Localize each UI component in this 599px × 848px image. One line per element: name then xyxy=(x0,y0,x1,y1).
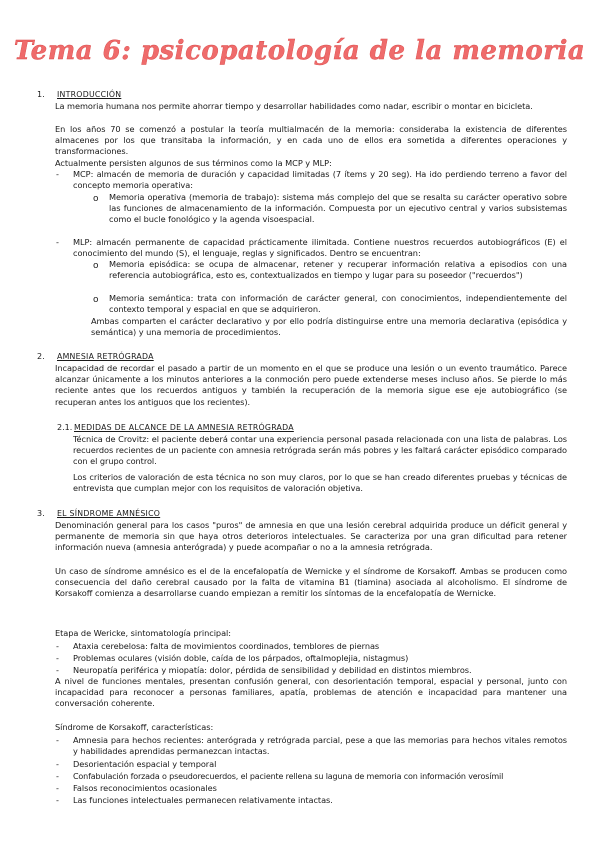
section-2-paragraph: Incapacidad de recordar el pasado a partir de un momento en el que se produce una lesión o un evento traumático. Parece alcanzar únicamente a los minutos anteriores a la conmoción pero puede extenderse meses incluso años. Se pierde lo más reciente antes que los recuerdos antiguos y también la recuperación de la memoria sigue ese eje autobiográfico (se recuperan antes los antiguos que los recientes). xyxy=(55,363,567,407)
bullet-dash-icon: - xyxy=(56,653,59,663)
bullet-dash-icon: - xyxy=(56,771,59,781)
bullet-dash-icon: - xyxy=(56,641,59,651)
section-1-heading: INTRODUCCIÓN xyxy=(57,90,122,99)
section-3-heading: EL SÍNDROME AMNÉSICO xyxy=(57,509,161,518)
korsakoff-item-2: Desorientación espacial y temporal xyxy=(73,759,217,769)
bullet-circle-icon: o xyxy=(93,295,99,305)
mlp-sub-item-2: Memoria semántica: trata con información de carácter general, con conocimientos, independientemente del contexto temporal y espacial en que se adquirieron. xyxy=(109,293,567,315)
bullet-dash-icon: - xyxy=(56,759,59,769)
wernicke-item-2: Problemas oculares (visión doble, caída de los párpados, oftalmoplejia, nistagmus) xyxy=(73,653,409,663)
section-3-paragraph-2: Un caso de síndrome amnésico es el de la encefalopatía de Wernicke y el síndrome de Korsakoff. Ambas se producen como consecuencia del daño cerebral causado por la falta de vitamina B1 (tiamina) asociada al alcoholismo. El síndrome de Korsakoff comienza a desarrollarse cuando empiezan a remitir los síntomas de la encefalopatía de Wernicke. xyxy=(55,566,567,599)
bullet-dash-icon: - xyxy=(56,237,59,247)
subsection-2-1-heading: MEDIDAS DE ALCANCE DE LA AMNESIA RETRÓGRADA xyxy=(74,423,294,432)
bullet-dash-icon: - xyxy=(56,169,59,179)
wernicke-intro: Etapa de Wericke, sintomatología principal: xyxy=(55,628,231,638)
bullet-circle-icon: o xyxy=(93,261,99,271)
mental-functions-paragraph: A nivel de funciones mentales, presentan confusión general, con desorientación temporal, espacial y personal, junto con incapacidad para reconocer a personas familiares, apatía, problemas de atención e incapacidad para mantener una conversación coherente. xyxy=(55,676,567,709)
section-3-number: 3. xyxy=(37,509,45,518)
bullet-dash-icon: - xyxy=(56,735,59,745)
mlp-closing: Ambas comparten el carácter declarativo y por ello podría distinguirse entre una memoria declarativa (episódica y semántica) y una memoria de procedimientos. xyxy=(91,316,567,338)
wernicke-item-3: Neuropatía periférica y miopatía: dolor, pérdida de sensibilidad y debilidad en distintos miembros. xyxy=(73,665,472,675)
korsakoff-item-1: Amnesia para hechos recientes: anterógrada y retrógrada parcial, pese a que las memorias para hechos vitales remotos y habilidades aprendidas permanezcan intactas. xyxy=(73,735,567,757)
section-2-number: 2. xyxy=(37,352,45,361)
subsection-2-1-number: 2.1. xyxy=(57,423,73,432)
mcp-item: MCP: almacén de memoria de duración y capacidad limitadas (7 ítems y 20 seg). Ha ido perdiendo terreno a favor del concepto memoria operativa: xyxy=(73,169,567,191)
wernicke-item-1: Ataxia cerebelosa: falta de movimientos coordinados, temblores de piernas xyxy=(73,641,380,651)
korsakoff-intro: Síndrome de Korsakoff, características: xyxy=(55,722,214,732)
subsection-2-1-paragraph-2: Los criterios de valoración de esta técnica no son muy claros, por lo que se han creado diferentes pruebas y técnicas de entrevista que cumplan mejor con los requisitos de valoración objetiva. xyxy=(73,472,567,494)
korsakoff-item-4: Falsos reconocimientos ocasionales xyxy=(73,783,217,793)
page-title: Tema 6: psicopatología de la memoria xyxy=(13,36,586,66)
section-1-paragraph-3: Actualmente persisten algunos de sus términos como la MCP y MLP: xyxy=(55,158,332,168)
mcp-sub-item: Memoria operativa (memoria de trabajo): sistema más complejo del que se resalta su carácter operativo sobre las funciones de almacenamiento de la información. Compuesta por un ejecutivo central y varios subsistemas como el bucle fonológico y la agenda visoespacial. xyxy=(109,192,567,225)
section-1-paragraph-1: La memoria humana nos permite ahorrar tiempo y desarrollar habilidades como nadar, escribir o montar en bicicleta. xyxy=(55,101,533,111)
bullet-circle-icon: o xyxy=(93,194,99,204)
bullet-dash-icon: - xyxy=(56,783,59,793)
section-1-number: 1. xyxy=(37,90,45,99)
bullet-dash-icon: - xyxy=(56,795,59,805)
korsakoff-item-5: Las funciones intelectuales permanecen relativamente intactas. xyxy=(73,795,333,805)
section-1-paragraph-2: En los años 70 se comenzó a postular la teoría multialmacén de la memoria: consideraba la existencia de diferentes almacenes por los que transitaba la información, y en cada uno de ellos era sometida a diferentes operaciones y transformaciones. xyxy=(55,124,567,157)
section-2-heading: AMNESIA RETRÓGRADA xyxy=(57,352,154,361)
mlp-item: MLP: almacén permanente de capacidad prácticamente ilimitada. Contiene nuestros recuerdos autobiográficos (E) el conocimiento del mundo (S), el lenguaje, reglas y significados. Dentro se encuentran: xyxy=(73,237,567,259)
mlp-sub-item-1: Memoria episódica: se ocupa de almacenar, retener y recuperar información relativa a episodios con una referencia autobiográfica, esto es, contextualizados en tiempo y lugar para su poseedor ("recuerdos") xyxy=(109,259,567,281)
bullet-dash-icon: - xyxy=(56,665,59,675)
section-3-paragraph-1: Denominación general para los casos "puros" de amnesia en que una lesión cerebral adquirida produce un déficit general y permanente de memoria sin que haya otros deterioros intelectuales. Se caracteriza por una gran dificultad para retener información nueva (amnesia anterógrada) y puede acompañar o no a la amnesia retrógrada. xyxy=(55,520,567,553)
korsakoff-item-3: Confabulación forzada o pseudorecuerdos, el paciente rellena su laguna de memoria con información verosímil xyxy=(73,772,504,781)
subsection-2-1-paragraph-1: Técnica de Crovitz: el paciente deberá contar una experiencia personal pasada relacionada con una lista de palabras. Los recuerdos recientes de un paciente con amnesia retrógrada serán más pobres y les faltará carácter episódico comparado con el grupo control. xyxy=(73,434,567,467)
